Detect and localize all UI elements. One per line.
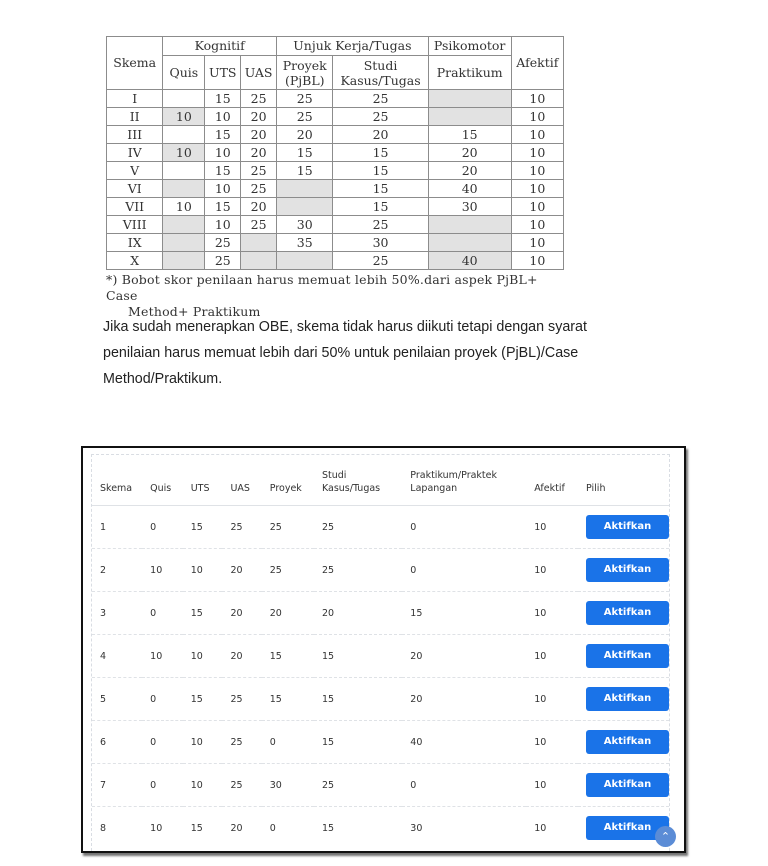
reference-cell: 10 <box>205 180 241 198</box>
table-cell: 15 <box>183 807 223 850</box>
reference-cell: 20 <box>241 144 277 162</box>
table-row <box>92 592 669 635</box>
table-cell: 8 <box>92 807 142 850</box>
reference-cell: 25 <box>277 90 333 108</box>
reference-cell: 10 <box>163 144 205 162</box>
table-cell: 0 <box>142 592 183 635</box>
reference-cell <box>277 180 333 198</box>
action-cell <box>578 592 669 635</box>
reference-cell <box>163 90 205 108</box>
reference-table-block <box>106 36 564 320</box>
table-cell: 15 <box>402 592 526 635</box>
table-cell: 10 <box>526 592 578 635</box>
app-header-4: Proyek <box>269 483 302 494</box>
reference-cell: 20 <box>333 126 428 144</box>
reference-skema-cell: IV <box>107 144 163 162</box>
table-cell: 10 <box>526 549 578 592</box>
footnote-line-1: *) Bobot skor penilaan harus memuat lebih 50%.dari aspek PjBL+ Case <box>106 272 538 303</box>
reference-cell: 25 <box>333 216 428 234</box>
reference-cell: 25 <box>333 252 428 270</box>
reference-skema-cell: VII <box>107 198 163 216</box>
header-kognitif: Kognitif <box>163 37 277 56</box>
reference-cell <box>163 126 205 144</box>
reference-cell: 15 <box>205 90 241 108</box>
action-cell <box>578 549 669 592</box>
table-cell: 10 <box>183 635 223 678</box>
table-cell: 2 <box>92 549 142 592</box>
reference-skema-cell: III <box>107 126 163 144</box>
reference-cell: 25 <box>205 252 241 270</box>
activate-button[interactable]: Aktifkan <box>586 730 669 754</box>
subheader-proyek: Proyek (PjBL) <box>277 56 333 90</box>
reference-cell <box>428 216 511 234</box>
reference-cell: 10 <box>205 108 241 126</box>
table-cell: 20 <box>222 592 261 635</box>
reference-cell <box>428 90 511 108</box>
reference-cell <box>428 108 511 126</box>
table-cell: 15 <box>314 635 402 678</box>
activate-button[interactable]: Aktifkan <box>586 816 669 840</box>
table-cell: 25 <box>314 549 402 592</box>
action-cell <box>578 764 669 807</box>
reference-cell: 10 <box>511 198 563 216</box>
subheader-studi-kasus: Studi Kasus/Tugas <box>333 56 428 90</box>
table-cell: 25 <box>314 764 402 807</box>
header-afektif: Afektif <box>511 37 563 90</box>
table-cell: 20 <box>222 549 261 592</box>
reference-cell: 30 <box>333 234 428 252</box>
app-header-8: Pilih <box>586 483 606 494</box>
reference-cell: 20 <box>428 162 511 180</box>
activate-button[interactable]: Aktifkan <box>586 773 669 797</box>
table-cell: 25 <box>222 764 261 807</box>
scheme-selection-table <box>92 455 669 849</box>
reference-cell: 15 <box>428 126 511 144</box>
table-cell: 0 <box>402 506 526 549</box>
table-row <box>92 506 669 549</box>
table-row <box>92 678 669 721</box>
reference-skema-cell: VI <box>107 180 163 198</box>
table-cell: 7 <box>92 764 142 807</box>
table-cell: 20 <box>314 592 402 635</box>
reference-row <box>107 234 564 252</box>
table-cell: 25 <box>222 721 261 764</box>
table-cell: 20 <box>402 678 526 721</box>
subheader-uts: UTS <box>205 56 241 90</box>
reference-cell: 15 <box>333 162 428 180</box>
reference-row <box>107 216 564 234</box>
reference-cell: 25 <box>333 90 428 108</box>
app-header-7: Afektif <box>534 483 565 494</box>
reference-cell: 30 <box>277 216 333 234</box>
header-unjuk-kerja: Unjuk Kerja/Tugas <box>277 37 429 56</box>
reference-cell: 25 <box>241 216 277 234</box>
reference-skema-cell: V <box>107 162 163 180</box>
subheader-quis: Quis <box>163 56 205 90</box>
reference-cell: 20 <box>428 144 511 162</box>
table-cell: 10 <box>142 807 183 850</box>
table-cell: 0 <box>402 764 526 807</box>
reference-cell: 15 <box>277 162 333 180</box>
reference-cell: 40 <box>428 180 511 198</box>
reference-row <box>107 90 564 108</box>
reference-cell <box>241 252 277 270</box>
obe-paragraph: Jika sudah menerapkan OBE, skema tidak harus diikuti tetapi dengan syarat penilaian harus memuat lebih dari 50% untuk penilaian proyek (PjBL)/Case Method/Praktikum. <box>103 319 587 387</box>
reference-skema-cell: IX <box>107 234 163 252</box>
table-cell: 40 <box>402 721 526 764</box>
table-cell: 10 <box>183 721 223 764</box>
reference-row <box>107 180 564 198</box>
table-cell: 1 <box>92 506 142 549</box>
reference-cell: 25 <box>241 180 277 198</box>
table-cell: 15 <box>262 678 314 721</box>
reference-cell: 10 <box>511 216 563 234</box>
table-cell: 25 <box>262 549 314 592</box>
action-cell <box>578 506 669 549</box>
action-cell <box>578 807 669 850</box>
header-skema: Skema <box>107 37 163 90</box>
reference-row <box>107 198 564 216</box>
reference-cell: 15 <box>205 126 241 144</box>
table-cell: 15 <box>183 678 223 721</box>
reference-skema-cell: X <box>107 252 163 270</box>
table-cell: 6 <box>92 721 142 764</box>
reference-cell: 10 <box>511 126 563 144</box>
reference-cell <box>163 180 205 198</box>
reference-scheme-table <box>106 36 564 270</box>
reference-cell: 25 <box>241 90 277 108</box>
table-cell: 10 <box>526 506 578 549</box>
reference-cell: 10 <box>511 234 563 252</box>
reference-cell: 10 <box>511 180 563 198</box>
reference-cell: 15 <box>333 180 428 198</box>
app-header-1: Quis <box>150 483 172 494</box>
table-cell: 25 <box>222 506 261 549</box>
header-psikomotor: Psikomotor <box>428 37 511 56</box>
reference-cell: 15 <box>205 162 241 180</box>
reference-cell <box>163 216 205 234</box>
table-cell: 0 <box>142 678 183 721</box>
activate-button[interactable]: Aktifkan <box>586 644 669 668</box>
table-cell: 15 <box>314 678 402 721</box>
table-cell: 10 <box>526 721 578 764</box>
reference-cell <box>277 252 333 270</box>
activate-button[interactable]: Aktifkan <box>586 601 669 625</box>
reference-cell <box>163 234 205 252</box>
table-cell: 10 <box>526 764 578 807</box>
table-cell: 4 <box>92 635 142 678</box>
table-row <box>92 549 669 592</box>
app-header-0: Skema <box>100 483 133 494</box>
reference-skema-cell: VIII <box>107 216 163 234</box>
reference-cell: 10 <box>511 252 563 270</box>
app-header-3: UAS <box>230 483 250 494</box>
app-header-5: Studi Kasus/Tugas <box>321 470 381 494</box>
reference-cell: 10 <box>205 216 241 234</box>
table-cell: 10 <box>183 549 223 592</box>
reference-row <box>107 126 564 144</box>
reference-cell <box>428 234 511 252</box>
table-cell: 10 <box>526 678 578 721</box>
table-cell: 0 <box>142 506 183 549</box>
reference-cell <box>163 162 205 180</box>
app-table-header-row <box>92 455 669 506</box>
reference-cell: 20 <box>241 108 277 126</box>
activate-button[interactable]: Aktifkan <box>586 558 669 582</box>
reference-cell: 20 <box>241 126 277 144</box>
app-table-body <box>92 506 669 850</box>
table-cell: 25 <box>222 678 261 721</box>
reference-cell <box>241 234 277 252</box>
reference-skema-cell: I <box>107 90 163 108</box>
reference-row <box>107 162 564 180</box>
table-cell: 15 <box>262 635 314 678</box>
table-cell: 3 <box>92 592 142 635</box>
table-cell: 15 <box>183 506 223 549</box>
reference-cell: 15 <box>333 198 428 216</box>
table-cell: 0 <box>402 549 526 592</box>
table-row <box>92 721 669 764</box>
table-row <box>92 635 669 678</box>
table-cell: 0 <box>142 764 183 807</box>
reference-cell: 10 <box>205 144 241 162</box>
reference-cell: 10 <box>511 90 563 108</box>
table-cell: 15 <box>314 721 402 764</box>
reference-cell: 25 <box>277 108 333 126</box>
table-cell: 0 <box>262 807 314 850</box>
table-cell: 20 <box>222 635 261 678</box>
subheader-praktikum: Praktikum <box>428 56 511 90</box>
table-row <box>92 807 669 850</box>
reference-cell: 25 <box>333 108 428 126</box>
footnote <box>106 272 564 320</box>
reference-skema-cell: II <box>107 108 163 126</box>
action-cell <box>578 721 669 764</box>
reference-cell: 15 <box>333 144 428 162</box>
table-row <box>92 764 669 807</box>
reference-cell: 10 <box>163 198 205 216</box>
reference-cell: 10 <box>511 162 563 180</box>
table-cell: 25 <box>314 506 402 549</box>
activate-button[interactable]: Aktifkan <box>586 515 669 539</box>
table-cell: 20 <box>402 635 526 678</box>
reference-cell <box>163 252 205 270</box>
reference-cell: 30 <box>428 198 511 216</box>
table-cell: 15 <box>183 592 223 635</box>
activate-button[interactable]: Aktifkan <box>586 687 669 711</box>
reference-row <box>107 144 564 162</box>
table-cell: 30 <box>262 764 314 807</box>
table-cell: 20 <box>222 807 261 850</box>
reference-row <box>107 252 564 270</box>
reference-cell: 25 <box>241 162 277 180</box>
reference-table-body <box>107 90 564 270</box>
reference-cell: 10 <box>511 108 563 126</box>
app-header-2: UTS <box>190 483 210 494</box>
table-cell: 0 <box>262 721 314 764</box>
table-cell: 10 <box>526 807 578 850</box>
app-table-container <box>91 454 670 851</box>
reference-cell: 15 <box>277 144 333 162</box>
reference-cell: 40 <box>428 252 511 270</box>
reference-cell: 15 <box>205 198 241 216</box>
table-cell: 10 <box>142 635 183 678</box>
table-cell: 10 <box>142 549 183 592</box>
action-cell <box>578 678 669 721</box>
reference-cell: 25 <box>205 234 241 252</box>
table-cell: 20 <box>262 592 314 635</box>
app-header-6: Praktikum/Praktek Lapangan <box>410 470 497 494</box>
reference-cell: 35 <box>277 234 333 252</box>
reference-cell <box>277 198 333 216</box>
action-cell <box>578 635 669 678</box>
table-cell: 30 <box>402 807 526 850</box>
table-cell: 5 <box>92 678 142 721</box>
double-chevron-up-icon[interactable]: ⌃ <box>655 826 676 847</box>
footnote-line-2: Method+ Praktikum <box>128 304 261 319</box>
table-cell: 0 <box>142 721 183 764</box>
reference-cell: 20 <box>241 198 277 216</box>
reference-cell: 10 <box>163 108 205 126</box>
reference-cell: 10 <box>511 144 563 162</box>
table-cell: 10 <box>526 635 578 678</box>
app-screenshot <box>81 446 686 853</box>
reference-cell: 20 <box>277 126 333 144</box>
table-cell: 25 <box>262 506 314 549</box>
table-cell: 15 <box>314 807 402 850</box>
subheader-uas: UAS <box>241 56 277 90</box>
table-cell: 10 <box>183 764 223 807</box>
reference-row <box>107 108 564 126</box>
